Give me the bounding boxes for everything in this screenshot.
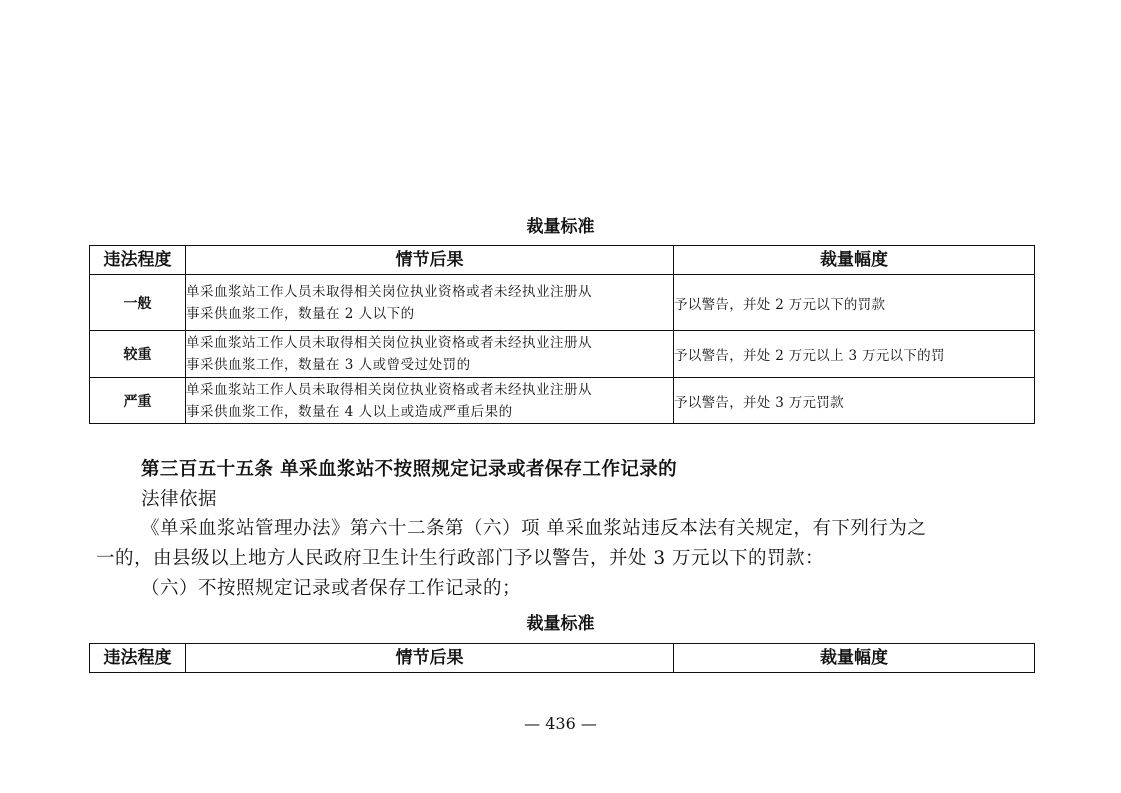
article-title [141,456,1041,484]
table1-caption: 裁量标准 [526,217,595,237]
header-violation-level: 违法程度 [90,644,186,673]
penalty-cell: 予以警告，并处 2 万元以下的罚款 [674,275,1035,331]
level-cell: 严重 [90,378,186,424]
circumstance-line: 事采供血浆工作，数量在 2 人以下的 [186,305,415,322]
page-number: — 436 — [524,714,597,733]
header-circumstances: 情节后果 [186,246,674,275]
article-title-text: 第三百五十五条 单采血浆站不按照规定记录或者保存工作记录的 [141,459,678,480]
penalty-cell: 予以警告，并处 2 万元以上 3 万元以下的罚 [674,331,1035,378]
legal-item: （六）不按照规定记录或者保存工作记录的； [141,578,522,599]
table-row [90,331,1035,378]
header-violation-level: 违法程度 [90,246,186,275]
circumstance-cell [186,331,674,378]
table-row [90,378,1035,424]
circumstance-line: 单采血浆站工作人员未取得相关岗位执业资格或者未经执业注册从 [186,381,592,398]
level-cell: 一般 [90,275,186,331]
table-header-row [90,246,1035,275]
header-penalty-range: 裁量幅度 [674,246,1035,275]
circumstance-cell [186,275,674,331]
legal-basis-line: 《单采血浆站管理办法》第六十二条第（六）项 单采血浆站违反本法有关规定，有下列行为之 [141,518,927,539]
discretion-table-1 [89,245,1035,424]
circumstance-cell [186,378,674,424]
legal-basis-label: 法律依据 [141,489,218,510]
circumstance-line: 事采供血浆工作，数量在 4 人以上或造成严重后果的 [186,403,513,420]
circumstance-line: 事采供血浆工作，数量在 3 人或曾受过处罚的 [186,357,471,373]
table-row [90,275,1035,331]
discretion-table-2 [89,643,1035,673]
circumstance-line: 单采血浆站工作人员未取得相关岗位执业资格或者未经执业注册从 [186,283,592,300]
legal-basis-line: 一的，由县级以上地方人民政府卫生计生行政部门予以警告，并处 3 万元以下的罚款： [96,548,825,569]
penalty-cell: 予以警告，并处 3 万元罚款 [674,378,1035,424]
level-cell: 较重 [90,331,186,378]
header-circumstances: 情节后果 [186,644,674,673]
table-header-row [90,644,1035,673]
circumstance-line: 单采血浆站工作人员未取得相关岗位执业资格或者未经执业注册从 [186,335,592,351]
table2-caption: 裁量标准 [526,614,595,634]
header-penalty-range: 裁量幅度 [674,644,1035,673]
